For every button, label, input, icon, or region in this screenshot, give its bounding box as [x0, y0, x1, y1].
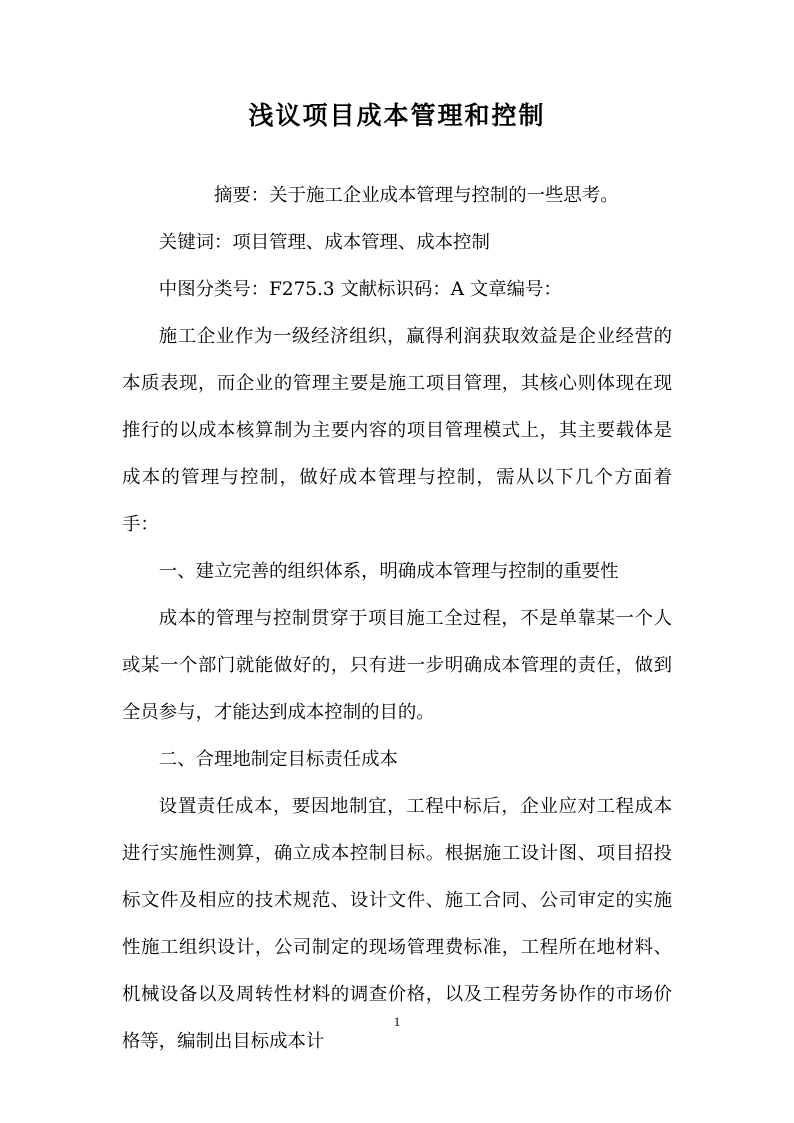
keywords: 关键词：项目管理、成本管理、成本控制 — [158, 232, 490, 253]
classification-line: 中图分类号：F275.3 文献标识码：A 文章编号： — [158, 279, 562, 300]
abstract: 摘要：关于施工企业成本管理与控制的一些思考。 — [214, 185, 619, 206]
section-heading: 二、合理地制定目标责任成本 — [158, 749, 398, 770]
paragraph: 成本的管理与控制贯穿于项目施工全过程，不是单靠某一个人或某一个部门就能做好的，只有进一步明确成本管理的责任，做到全员参与，才能达到成本控制的目的。 — [122, 608, 672, 723]
paragraph: 设置责任成本，要因地制宜，工程中标后，企业应对工程成本进行实施性测算，确立成本控制目标。根据施工设计图、项目招投标文件及相应的技术规范、设计文件、施工合同、公司审定的实施性施工组织设计，公司制定的现场管理费标准，工程所在地材料、机械设备以及周转性材料的调查价格，以及工程劳务协作的市场价格等，编制出目标成本计 — [122, 796, 672, 1052]
paragraph: 施工企业作为一级经济组织，赢得利润获取效益是企业经营的本质表现，而企业的管理主要是施工项目管理，其核心则体现在现推行的以成本核算制为主要内容的项目管理模式上，其主要载体是成本的管理与控制，做好成本管理与控制，需从以下几个方面着手： — [122, 326, 672, 535]
document-body — [122, 172, 672, 1065]
section-heading: 一、建立完善的组织体系，明确成本管理与控制的重要性 — [158, 561, 619, 582]
document-title: 浅议项目成本管理和控制 — [248, 101, 546, 130]
page-number: 1 — [393, 1014, 401, 1029]
